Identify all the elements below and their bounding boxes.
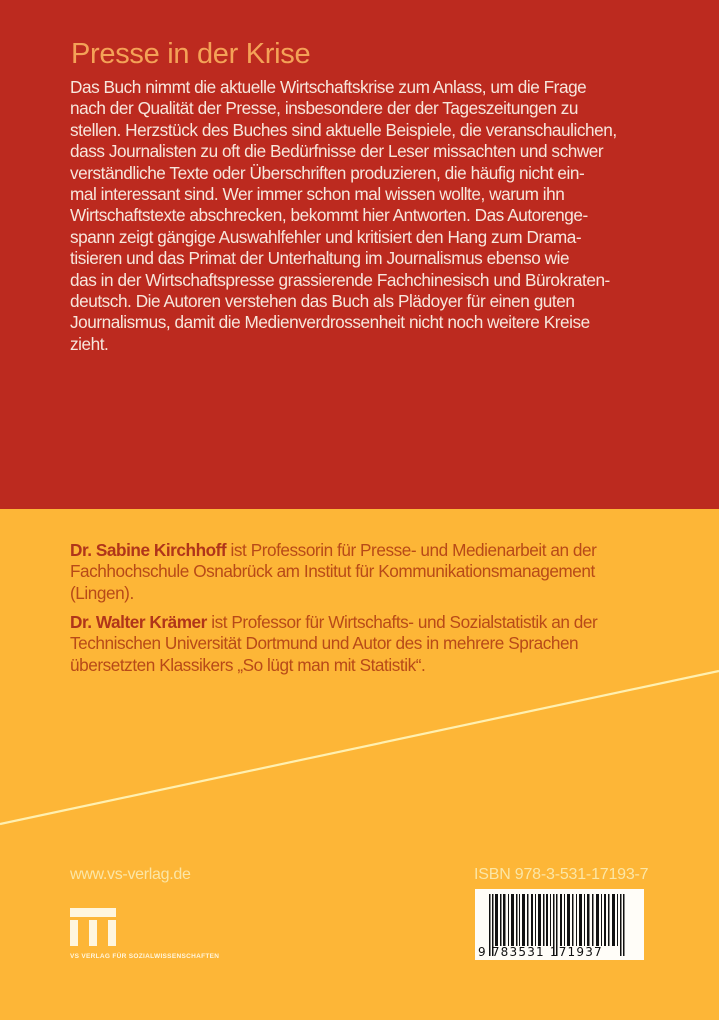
isbn-barcode	[475, 889, 644, 960]
publisher-website-link[interactable]: www.vs-verlag.de	[70, 866, 191, 883]
description-line: stellen. Herzstück des Buches sind aktuelle Beispiele, die veranschaulichen,	[70, 119, 617, 140]
description-line: nach der Qualität der Presse, insbesondere der der Tageszeitungen zu	[70, 98, 578, 119]
author-bio-line: übersetzten Klassikers „So lügt man mit Statistik“.	[70, 654, 426, 675]
description-line: Das Buch nimmt die aktuelle Wirtschaftskrise zum Anlass, um die Frage	[70, 77, 587, 97]
author-name: Dr. Sabine Kirchhoff	[70, 540, 227, 560]
description-line: das in der Wirtschaftspresse grassierende Fachchinesisch und Bürokraten-	[70, 269, 610, 290]
description-line: mal interessant sind. Wer immer schon mal wissen wollte, warum ihn	[70, 184, 565, 205]
barcode-digits: 9 783531 171937	[478, 945, 603, 959]
description-line: zieht.	[70, 333, 109, 354]
author-bio-text: ist Professor für Wirtschafts- und Sozialstatistik an der	[206, 612, 598, 632]
author-bio-line: Technischen Universität Dortmund und Autor des in mehrere Sprachen	[70, 633, 579, 654]
description-line: verständliche Texte oder Überschriften produzieren, die häufig nicht ein-	[70, 162, 585, 183]
description-line: tisieren und das Primat der Unterhaltung im Journalismus ebenso wie	[70, 248, 570, 269]
description-line: deutsch. Die Autoren verstehen das Buch als Plädoyer für einen guten	[70, 291, 575, 312]
author-bio-kirchhoff	[70, 540, 710, 604]
author-name: Dr. Walter Krämer	[70, 612, 207, 632]
description-line: Wirtschaftstexte abschrecken, bekommt hier Antworten. Das Autorenge-	[70, 205, 588, 226]
publisher-logo-label: VS VERLAG FÜR SOZIALWISSENSCHAFTEN	[70, 953, 220, 960]
description-line: spann zeigt gängige Auswahlfehler und kritisiert den Hang zum Drama-	[70, 226, 582, 247]
author-bio-text: ist Professorin für Presse- und Medienarbeit an der	[226, 540, 597, 560]
author-bio-kraemer	[70, 612, 710, 676]
book-title: Presse in der Krise	[71, 38, 311, 70]
vs-verlag-logo-icon	[70, 908, 116, 946]
isbn-label: ISBN 978-3-531-17193-7	[474, 866, 649, 883]
description-line: Journalismus, damit die Medienverdrossenheit nicht noch weitere Kreise	[70, 312, 590, 333]
description-line: dass Journalisten zu oft die Bedürfnisse der Leser missachten und schwer	[70, 141, 604, 162]
author-bio-line: (Lingen).	[70, 582, 134, 603]
author-bio-line: Fachhochschule Osnabrück am Institut für Kommunikationsmanagement	[70, 561, 595, 582]
